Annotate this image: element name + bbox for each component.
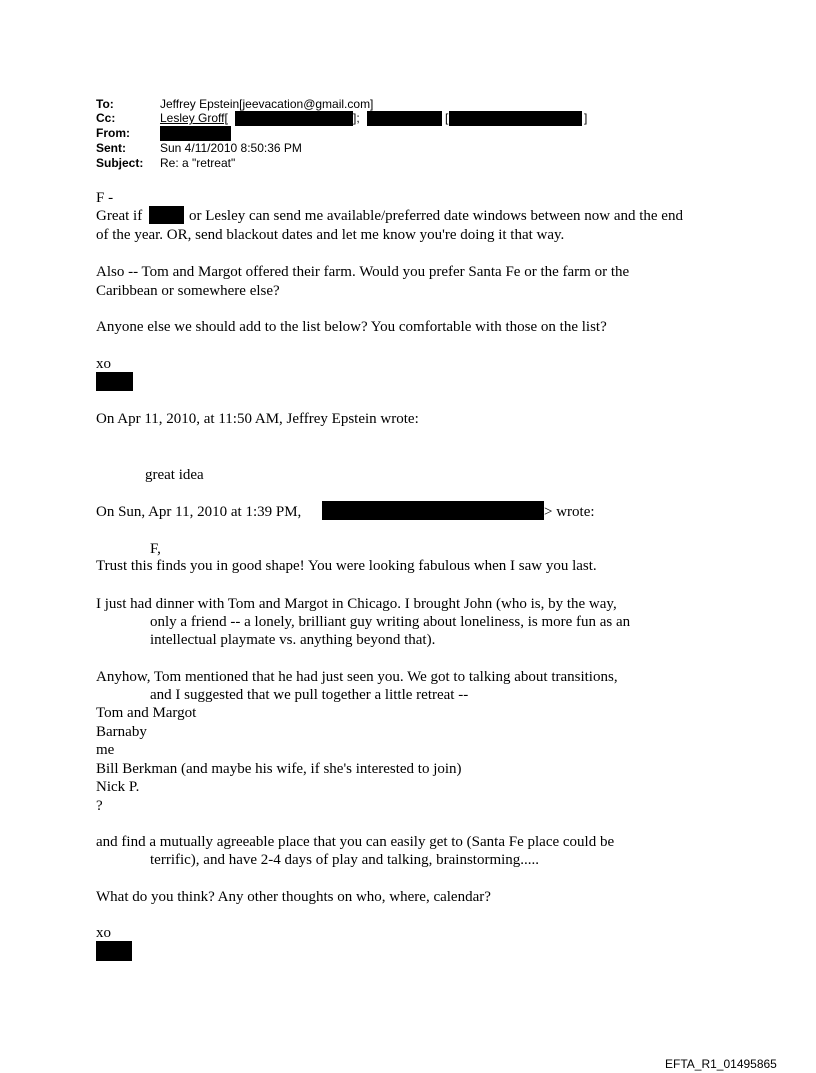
list-item: me <box>96 742 115 758</box>
redaction-box <box>449 111 582 126</box>
paragraph-1-line-1a: Great if <box>96 208 143 224</box>
bates-number: EFTA_R1_01495865 <box>665 1057 777 1071</box>
signoff: xo <box>96 356 111 372</box>
redaction-box <box>160 126 231 141</box>
cc-bracket: [ <box>445 111 449 125</box>
paragraph-3: Anyone else we should add to the list below? You comfortable with those on the list? <box>96 319 607 335</box>
redaction-box <box>322 501 544 520</box>
list-item: Tom and Margot <box>96 705 197 721</box>
quote-1-text: great idea <box>145 467 204 483</box>
cc-label: Cc: <box>96 111 116 125</box>
redaction-box <box>367 111 442 126</box>
quoted-paragraph-4-line-2: terrific), and have 2-4 days of play and talking, brainstorming..... <box>150 852 540 868</box>
quoted-paragraph-2-line-2: only a friend -- a lonely, brilliant guy writing about loneliness, is more fun as an <box>150 614 631 630</box>
paragraph-2-line-1: Also -- Tom and Margot offered their farm. Would you prefer Santa Fe or the farm or the <box>96 264 630 280</box>
quoted-paragraph-2-line-3: intellectual playmate vs. anything beyond that). <box>150 632 436 648</box>
paragraph-1-line-1b: or Lesley can send me available/preferred date windows between now and the end <box>189 208 683 224</box>
to-label: To: <box>96 97 114 111</box>
paragraph-2-line-2: Caribbean or somewhere else? <box>96 283 280 299</box>
cc-separator: ]; <box>353 111 360 125</box>
paragraph-1-line-2: of the year. OR, send blackout dates and let me know you're doing it that way. <box>96 227 565 243</box>
redaction-box <box>96 941 132 961</box>
redaction-box <box>149 206 184 224</box>
quoted-paragraph-1: Trust this finds you in good shape! You were looking fabulous when I saw you last. <box>96 558 597 574</box>
sent-value: Sun 4/11/2010 8:50:36 PM <box>160 141 302 155</box>
quoted-paragraph-3-line-2: and I suggested that we pull together a little retreat -- <box>150 687 469 703</box>
to-value: Jeffrey Epstein[jeevacation@gmail.com] <box>160 97 374 111</box>
quote-2-intro-a: On Sun, Apr 11, 2010 at 1:39 PM, <box>96 504 302 520</box>
cc-name: Lesley Groff[ <box>160 111 228 125</box>
list-item: Barnaby <box>96 724 147 740</box>
salutation: F - <box>96 190 114 206</box>
sent-label: Sent: <box>96 141 126 155</box>
quoted-paragraph-2-line-1: I just had dinner with Tom and Margot in Chicago. I brought John (who is, by the way, <box>96 596 617 612</box>
quoted-paragraph-3-line-1: Anyhow, Tom mentioned that he had just seen you. We got to talking about transitions, <box>96 669 618 685</box>
cc-close: ] <box>584 111 588 125</box>
redaction-box <box>235 111 353 126</box>
quoted-salutation: F, <box>150 541 161 557</box>
list-item: Bill Berkman (and maybe his wife, if she's interested to join) <box>96 761 462 777</box>
subject-value: Re: a "retreat" <box>160 156 236 170</box>
quoted-paragraph-4-line-1: and find a mutually agreeable place that you can easily get to (Santa Fe place could be <box>96 834 615 850</box>
quoted-signoff: xo <box>96 925 111 941</box>
quote-1-intro: On Apr 11, 2010, at 11:50 AM, Jeffrey Epstein wrote: <box>96 411 419 427</box>
redaction-box <box>96 372 133 391</box>
quote-2-intro-b: > wrote: <box>544 504 595 520</box>
from-label: From: <box>96 126 130 140</box>
quoted-paragraph-5: What do you think? Any other thoughts on who, where, calendar? <box>96 889 491 905</box>
subject-label: Subject: <box>96 156 144 170</box>
list-item: ? <box>96 798 103 814</box>
list-item: Nick P. <box>96 779 140 795</box>
